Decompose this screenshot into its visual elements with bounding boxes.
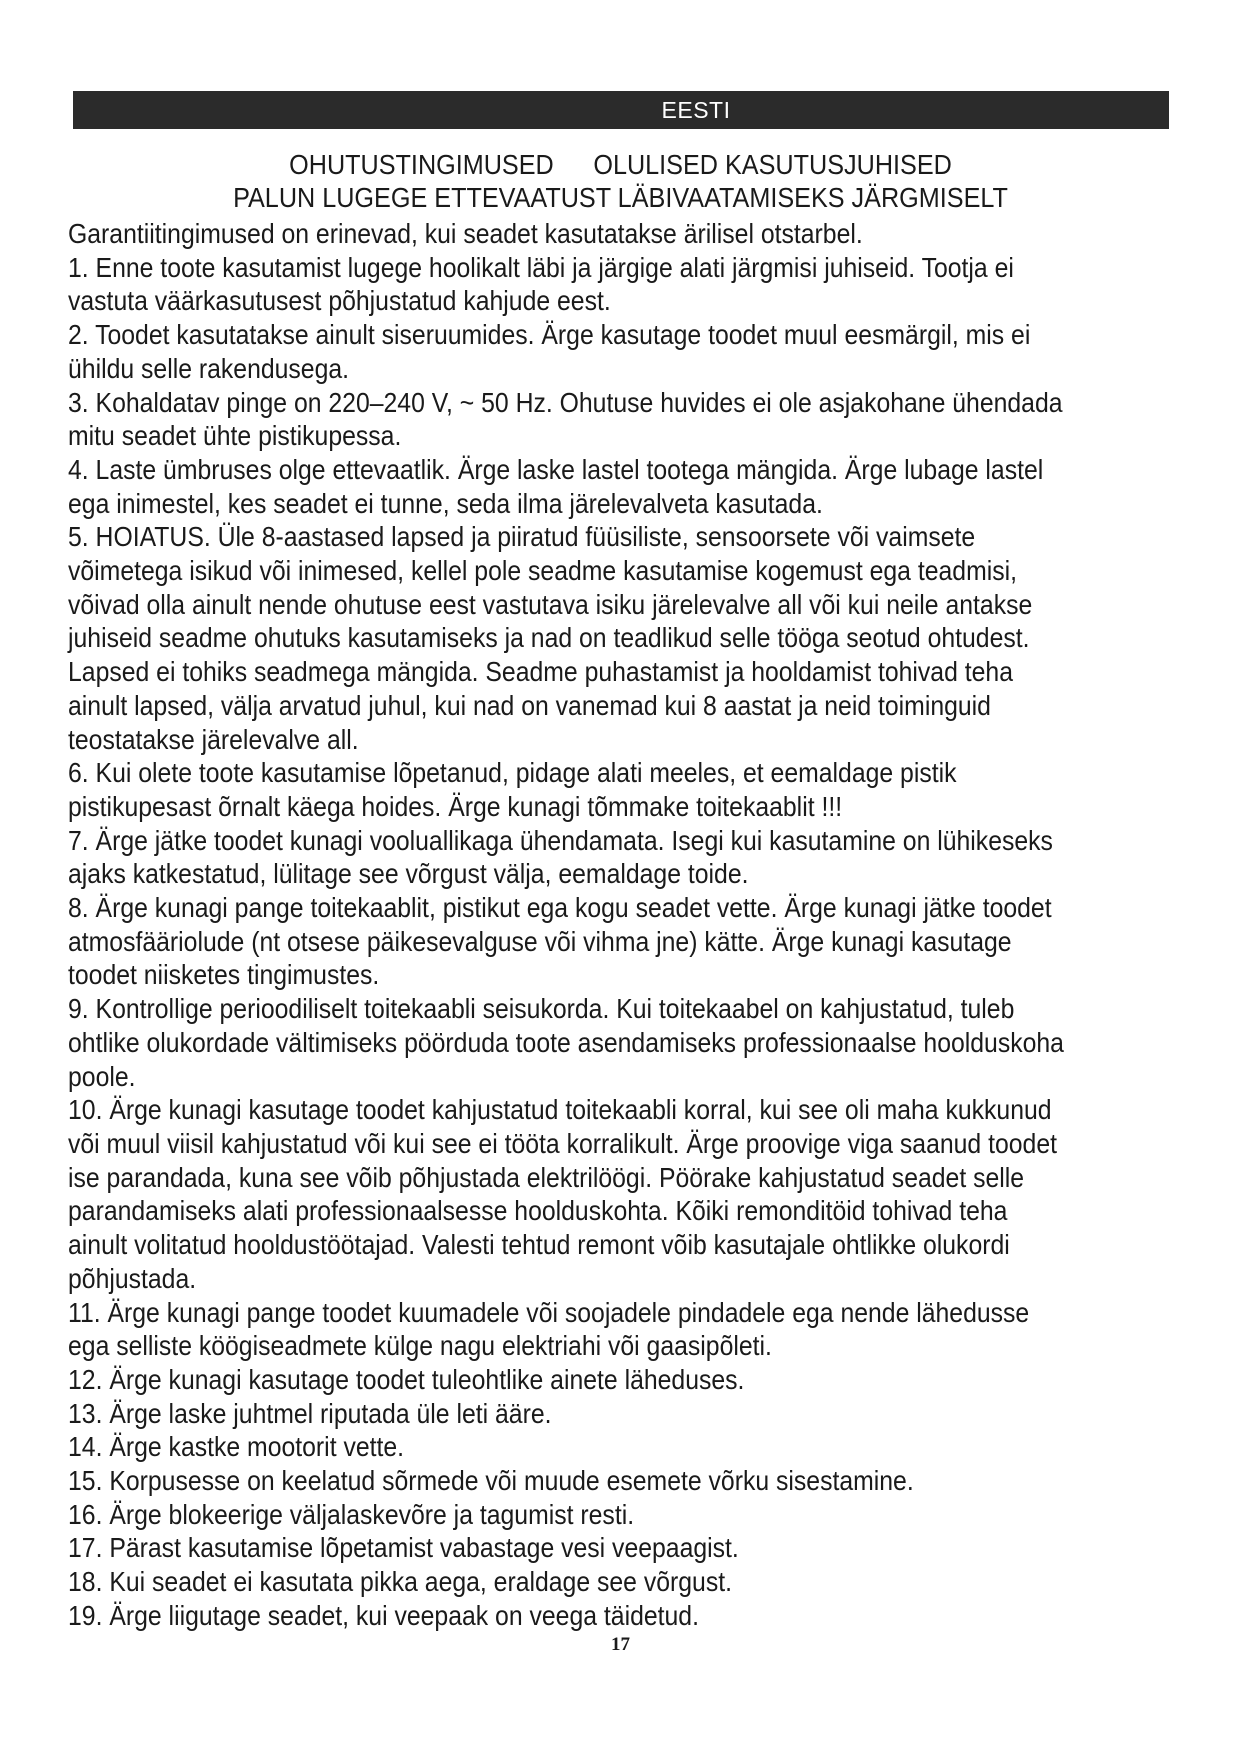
text-line: 14. Ärge kastke mootorit vette. — [68, 1431, 405, 1463]
text-line: Garantiitingimused on erinevad, kui seadet kasutatakse ärilisel otstarbel. — [68, 218, 863, 249]
text-line: ohtlike olukordade vältimiseks pöörduda toote asendamiseks professionaalse hoolduskoha — [68, 1026, 1064, 1058]
text-line: 2. Toodet kasutatakse ainult siseruumides. Ärge kasutage toodet muul eesmärgil, mis ei — [68, 319, 1031, 351]
text-line: poole. — [68, 1060, 136, 1092]
text-line: ajaks katkestatud, lülitage see võrgust välja, eemaldage toide. — [68, 858, 749, 890]
text-line: põhjustada. — [68, 1262, 197, 1294]
text-line: atmosfääriolude (nt otsese päikesevalguse või vihma jne) kätte. Ärge kunagi kasutage — [68, 925, 1012, 957]
text-line: parandamiseks alati professionaalsesse hoolduskohta. Kõiki remonditöid tohivad teha — [68, 1195, 1008, 1227]
text-line: vastuta väärkasutusest põhjustatud kahjude eest. — [68, 285, 611, 317]
text-line: 19. Ärge liigutage seadet, kui veepaak on veega täidetud. — [68, 1599, 699, 1631]
text-line: võimetega isikud või inimesed, kellel pole seadme kasutamise kogemust ega teadmisi, — [68, 555, 1017, 587]
text-line: ainult lapsed, välja arvatud juhul, kui nad on vanemad kui 8 aastat ja neid toiminguid — [68, 689, 991, 721]
text-line: 5. HOIATUS. Üle 8-aastased lapsed ja piiratud füüsiliste, sensoorsete või vaimsete — [68, 521, 976, 553]
text-line: ise parandada, kuna see võib põhjustada elektrilöögi. Pöörake kahjustatud seadet selle — [68, 1161, 1025, 1193]
text-line: ainult volitatud hooldustöötajad. Valesti tehtud remont võib kasutajale ohtlikke olukordi — [68, 1229, 1010, 1261]
title-instructions: OLULISED KASUTUSJUHISED — [593, 149, 952, 180]
text-line: 1. Enne toote kasutamist lugege hoolikalt läbi ja järgige alati järgmisi juhiseid. Tootja ei — [68, 251, 1014, 283]
text-line: 16. Ärge blokeerige väljalaskevõre ja tagumist resti. — [68, 1498, 635, 1530]
text-line: 7. Ärge jätke toodet kunagi vooluallikaga ühendamata. Isegi kui kasutamine on lühikeseks — [68, 824, 1053, 856]
text-line: 8. Ärge kunagi pange toitekaablit, pistikut ega kogu seadet vette. Ärge kunagi jätke toodet — [68, 892, 1052, 924]
text-line: teostatakse järelevalve all. — [68, 723, 359, 755]
text-line: või muul viisil kahjustatud või kui see ei tööta korralikult. Ärge proovige viga saanud toodet — [68, 1127, 1057, 1159]
text-line: 18. Kui seadet ei kasutata pikka aega, eraldage see võrgust. — [68, 1566, 732, 1598]
page-subtitle: PALUN LUGEGE ETTEVAATUST LÄBIVAATAMISEKS JÄRGMISELT — [233, 182, 1008, 213]
text-line: 17. Pärast kasutamise lõpetamist vabastage vesi veepaagist. — [68, 1532, 739, 1564]
instructions-body — [68, 217, 1103, 1633]
text-line: pistikupesast õrnalt käega hoides. Ärge kunagi tõmmake toitekaablit !!! — [68, 790, 843, 822]
text-line: Lapsed ei tohiks seadmega mängida. Seadme puhastamist ja hooldamist tohivad teha — [68, 656, 1013, 688]
text-line: 12. Ärge kunagi kasutage toodet tuleohtlike ainete läheduses. — [68, 1363, 745, 1395]
text-line: 4. Laste ümbruses olge ettevaatlik. Ärge laske lastel tootega mängida. Ärge lubage lastel — [68, 453, 1044, 485]
language-bar — [73, 91, 1169, 129]
text-line: 3. Kohaldatav pinge on 220–240 V, ~ 50 Hz. Ohutuse huvides ei ole asjakohane ühendada — [68, 386, 1063, 418]
text-line: 15. Korpusesse on keelatud sõrmede või muude esemete võrku sisestamine. — [68, 1465, 914, 1497]
text-line: 13. Ärge laske juhtmel riputada üle leti ääre. — [68, 1397, 552, 1429]
language-label: EESTI — [661, 97, 731, 123]
text-line: ega selliste köögiseadmete külge nagu elektriahi või gaasipõleti. — [68, 1330, 772, 1362]
text-line: 9. Kontrollige perioodiliselt toitekaabli seisukorda. Kui toitekaabel on kahjustatud, tuleb — [68, 993, 1015, 1025]
text-line: toodet niisketes tingimustes. — [68, 959, 380, 991]
text-line: 6. Kui olete toote kasutamise lõpetanud, pidage alati meeles, et eemaldage pistik — [68, 757, 957, 789]
text-line: mitu seadet ühte pistikupessa. — [68, 420, 402, 452]
text-line: ega inimestel, kes seadet ei tunne, seda ilma järelevalveta kasutada. — [68, 487, 823, 519]
text-line: 11. Ärge kunagi pange toodet kuumadele või soojadele pindadele ega nende lähedusse — [68, 1296, 1030, 1328]
text-line: juhiseid seadme ohutuks kasutamiseks ja nad on teadlikud selle tööga seotud ohtudest. — [68, 622, 1030, 654]
page-number: 17 — [611, 1634, 630, 1655]
text-line: võivad olla ainult nende ohutuse eest vastutava isiku järelevalve all või kui neile antakse — [68, 588, 1033, 620]
text-line: ühildu selle rakendusega. — [68, 352, 350, 384]
page-title — [62, 149, 1179, 181]
title-safety: OHUTUSTINGIMUSED — [289, 149, 554, 180]
text-line: 10. Ärge kunagi kasutage toodet kahjustatud toitekaabli korral, kui see oli maha kukkunud — [68, 1094, 1052, 1126]
